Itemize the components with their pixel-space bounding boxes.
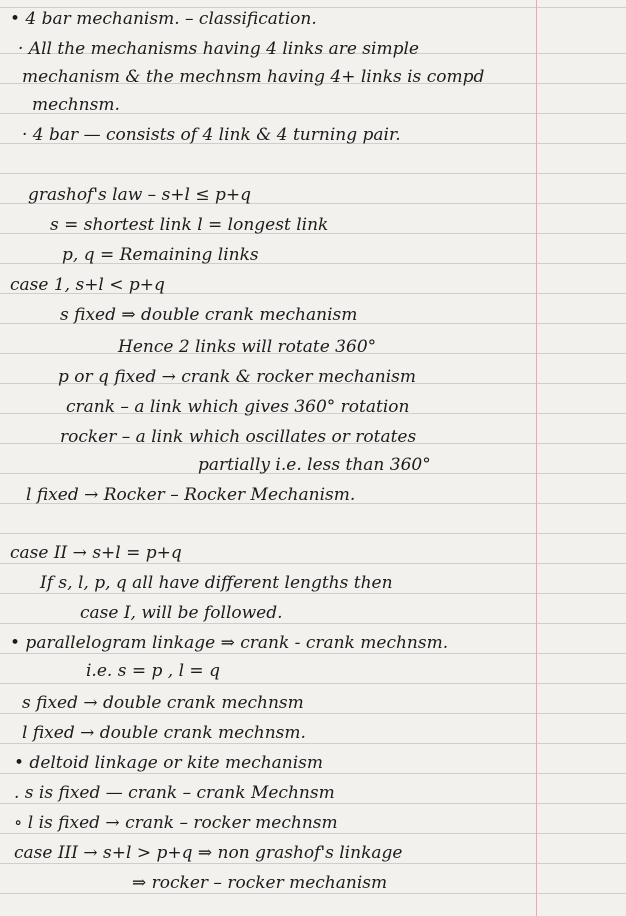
note-line: s fixed → double crank mechnsm [22, 693, 304, 713]
note-line: s fixed ⇒ double crank mechanism [60, 305, 358, 325]
margin-line [536, 0, 537, 916]
note-line: • 4 bar mechanism. – classification. [10, 9, 317, 29]
note-line: ∘ l is fixed → crank – rocker mechnsm [14, 813, 338, 833]
note-line: crank – a link which gives 360° rotation [66, 397, 410, 417]
note-line: • parallelogram linkage ⇒ crank - crank mechnsm. [10, 633, 449, 653]
note-line: p, q = Remaining links [62, 245, 259, 265]
note-line: i.e. s = p , l = q [86, 661, 220, 681]
note-line: . s is fixed — crank – crank Mechnsm [14, 783, 335, 803]
note-line: · All the mechanisms having 4 links are simple [18, 39, 419, 59]
note-line: rocker – a link which oscillates or rotates [60, 427, 417, 447]
note-line: If s, l, p, q all have different lengths then [40, 573, 393, 593]
note-line: grashof's law – s+l ≤ p+q [28, 185, 252, 205]
note-line: · 4 bar — consists of 4 link & 4 turning pair. [22, 125, 401, 145]
note-line: mechanism & the mechnsm having 4+ links is compd [22, 67, 485, 87]
note-line: partially i.e. less than 360° [198, 455, 431, 475]
note-line: case III → s+l > p+q ⇒ non grashof's linkage [14, 843, 403, 863]
note-line: case II → s+l = p+q [10, 543, 182, 563]
note-line: mechnsm. [32, 95, 120, 115]
note-line: l fixed → Rocker – Rocker Mechanism. [26, 485, 356, 505]
note-line: s = shortest link l = longest link [50, 215, 329, 235]
note-line: ⇒ rocker – rocker mechanism [132, 873, 388, 893]
note-line: case 1, s+l < p+q [10, 275, 165, 295]
note-line: • deltoid linkage or kite mechanism [14, 753, 324, 773]
note-line: l fixed → double crank mechnsm. [22, 723, 306, 743]
note-line: Hence 2 links will rotate 360° [118, 337, 377, 357]
note-line: case I, will be followed. [80, 603, 283, 623]
note-line: p or q fixed → crank & rocker mechanism [58, 367, 417, 387]
